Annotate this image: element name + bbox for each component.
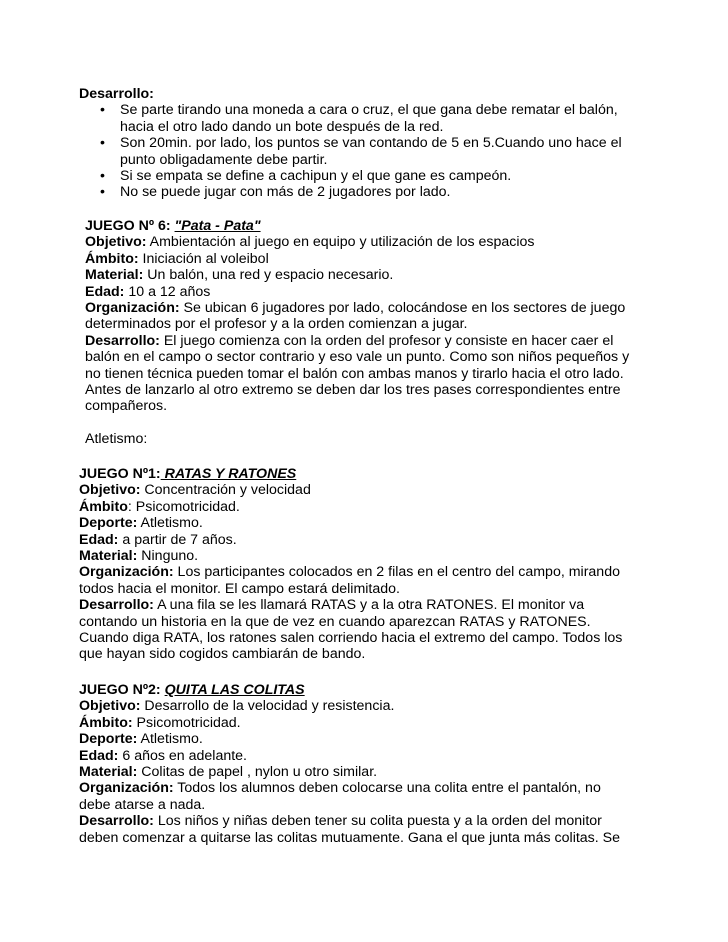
desarrollo-bullet-list [79,102,699,200]
juego2-ambito: Ámbito: Psicomotricidad. [79,714,241,731]
juego6-desarrollo: Desarrollo: El juego comienza con la orden del profesor y consiste en hacer caer el balón en el campo o sector contrario y eso vale un punto. Como son niños pequeños y no tienen técnica pueden tomar el balón con ambas manos y tirarlo hacia el otro lado. Antes de lanzarlo al otro extremo se deben dar los tres pases correspondientes entre compañeros. [85,332,630,415]
juego6-ambito: Ámbito: Iniciación al voleibol [85,250,269,267]
juego1-objetivo: Objetivo: Concentración y velocidad [79,482,311,499]
juego6-objetivo: Objetivo: Ambientación al juego en equipo y utilización de los espacios [85,234,535,251]
bullet-item: • Si se empata se define a cachipun y el que gane es campeón. [79,168,699,184]
juego1-deporte: Deporte: Atletismo. [79,515,203,532]
juego2-edad: Edad: 6 años en adelante. [79,747,248,764]
juego1-material: Material: Ninguno. [79,548,199,565]
atletismo-heading: Atletismo: [85,431,148,448]
bullet-item: • Son 20min. por lado, los puntos se van contando de 5 en 5.Cuando uno hace el punto obligadamente debe partir. [79,135,699,168]
bullet-item: • Se parte tirando una moneda a cara o cruz, el que gana debe rematar el balón, hacia el otro lado dando un bote después de la red. [79,102,699,135]
juego2-material: Material: Colitas de papel , nylon u otro similar. [79,764,378,781]
juego2-organizacion: Organización: Todos los alumnos deben colocarse una colita entre el pantalón, no debe atarse a nada. [79,780,601,813]
juego6-edad: Edad: 10 a 12 años [85,283,211,300]
juego1-ambito: Ámbito: Psicomotricidad. [79,498,240,515]
juego2-deporte: Deporte: Atletismo. [79,731,203,748]
juego1-desarrollo: Desarrollo: A una fila se les llamará RATAS y a la otra RATONES. El monitor va contando un historia en la que de vez en cuando aparezcan RATAS y RATONES. Cuando diga RATA, los ratones salen corriendo hacia el extremo del campo. Todos los que hayan sido cogidos cambiarán de bando. [79,597,623,663]
desarrollo-section [79,86,699,201]
juego6-organizacion: Organización: Se ubican 6 jugadores por lado, colocándose en los sectores de juego determinados por el profesor y a la orden comienzan a jugar. [85,300,626,333]
juego1-title: JUEGO Nº1: RATAS Y RATONES [79,466,297,482]
juego2-section [79,682,679,846]
juego2-objetivo: Objetivo: Desarrollo de la velocidad y resistencia. [79,698,395,715]
juego1-organizacion: Organización: Los participantes colocados en 2 filas en el centro del campo, mirando todos hacia el monitor. El campo estará delimitado. [79,564,620,597]
juego6-section [85,218,685,448]
desarrollo-label: Desarrollo: [79,86,154,102]
juego6-title: JUEGO Nº 6: "Pata - Pata" [85,218,261,234]
juego1-section [79,466,679,663]
juego2-title: JUEGO Nº2: QUITA LAS COLITAS [79,682,305,698]
juego6-material: Material: Un balón, una red y espacio necesario. [85,267,394,284]
juego1-edad: Edad: a partir de 7 años. [79,531,237,548]
bullet-item: • No se puede jugar con más de 2 jugadores por lado. [79,184,699,200]
juego2-desarrollo: Desarrollo: Los niños y niñas deben tener su colita puesta y a la orden del monitor deben comenzar a quitarse las colitas mutuamente. Gana el que junta más colitas. Se [79,813,621,846]
